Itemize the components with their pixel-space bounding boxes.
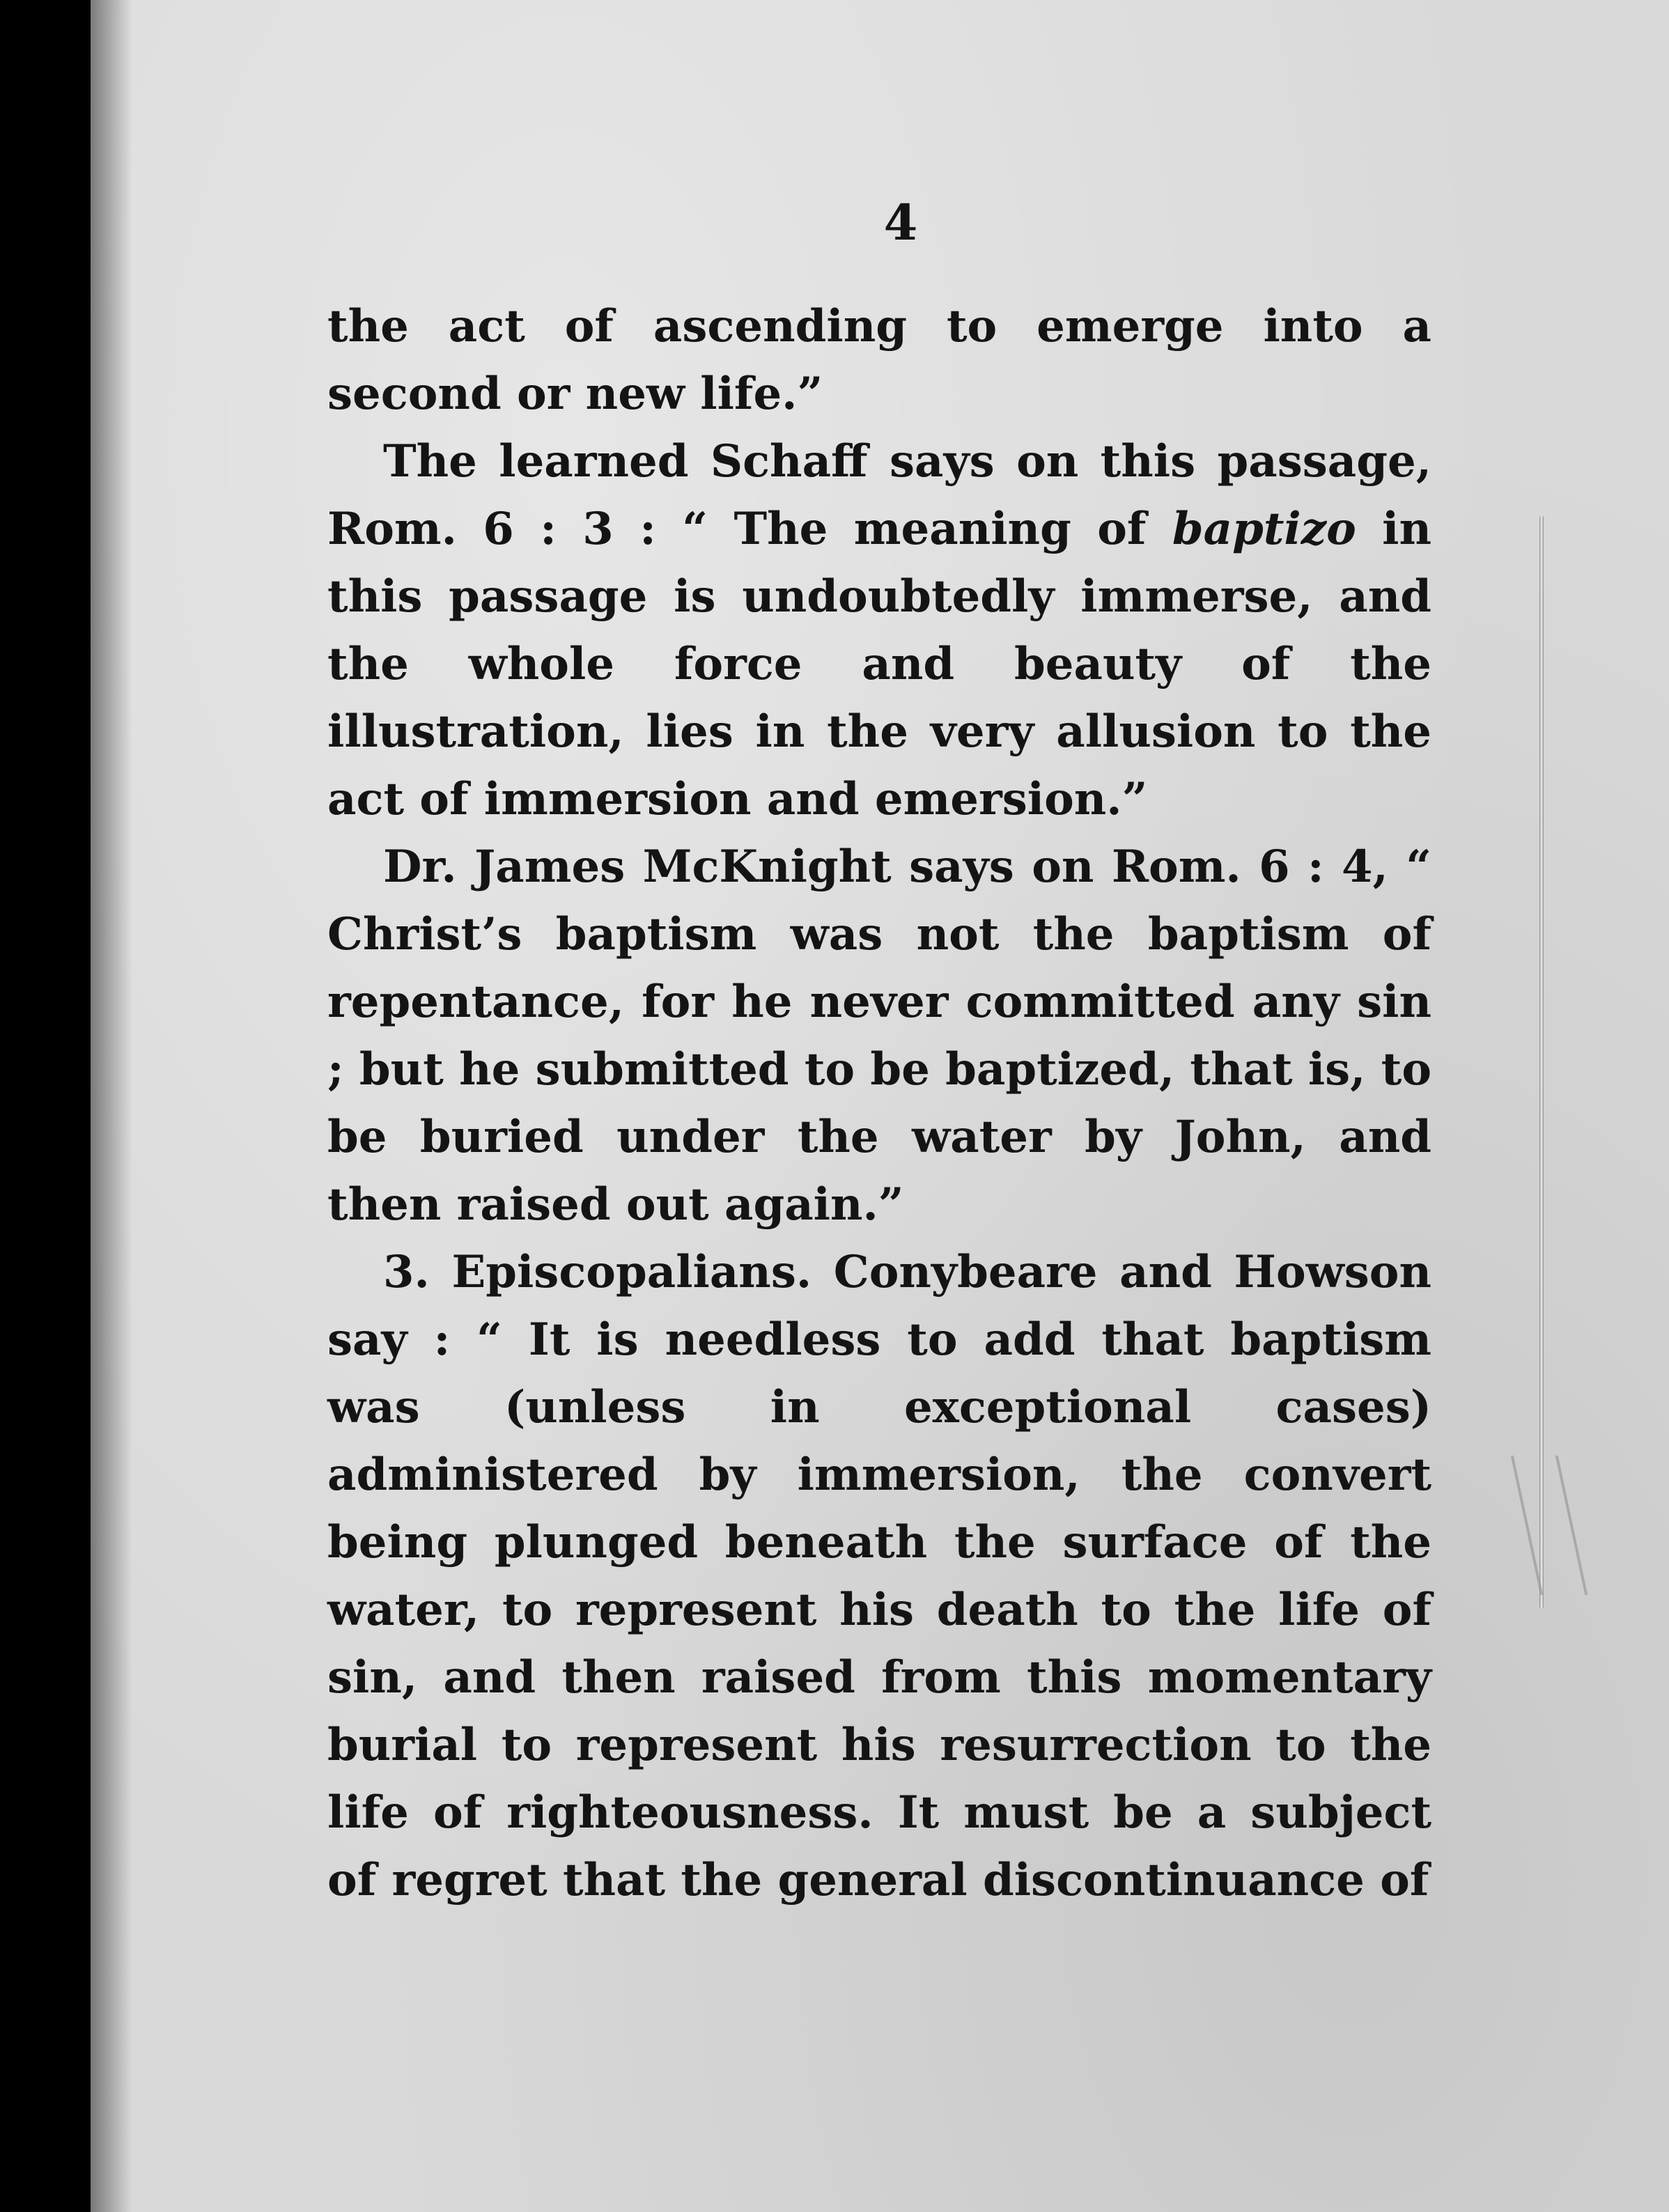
body-text: [327, 195, 1431, 1914]
paragraph-episcopalians: [327, 1238, 1431, 1914]
text-segment: Dr. James McKnight says on Rom. 6 : 4, “ Christ’s baptism was not the baptism of repentance, for he never committed any sin ; but he submitted to be baptized, that is, to be buried under the water by John, and then raised out again.”: [327, 841, 1431, 1231]
paragraph-schaff: [327, 428, 1431, 833]
page-edge-shadow: [91, 0, 132, 2212]
text-segment: the act of ascending to emerge into a second or new life.”: [327, 300, 1431, 420]
binding-knot: [1511, 1456, 1588, 1595]
scanned-page: [91, 0, 1669, 2212]
text-segment: 3. Episcopalians. Conybeare and Howson say : “ It is needless to add that baptism was (unless in exceptional cases) administered by immersion, the convert being plunged beneath the surface of the water, to represent his death to the life of sin, and then raised from this momentary burial to represent his resurrection to the life of righteousness. It must be a subject of regret that the general discontinuance of: [327, 1246, 1431, 1906]
paragraph-mcknight: [327, 833, 1431, 1238]
text-segment: The learned Schaff says on this passage, Rom. 6 : 3 : “ The meaning of: [327, 435, 1431, 555]
binding-thread: [1539, 515, 1544, 1609]
page-number: 4: [883, 194, 918, 251]
paragraph-continuation: [327, 293, 1431, 428]
italic-term: baptizo: [1172, 503, 1356, 555]
text-segment: in this passage is undoubtedly immerse, and the whole force and beauty of the illustration, lies in the very allusion to the act of immersion and emersion.”: [327, 503, 1432, 825]
